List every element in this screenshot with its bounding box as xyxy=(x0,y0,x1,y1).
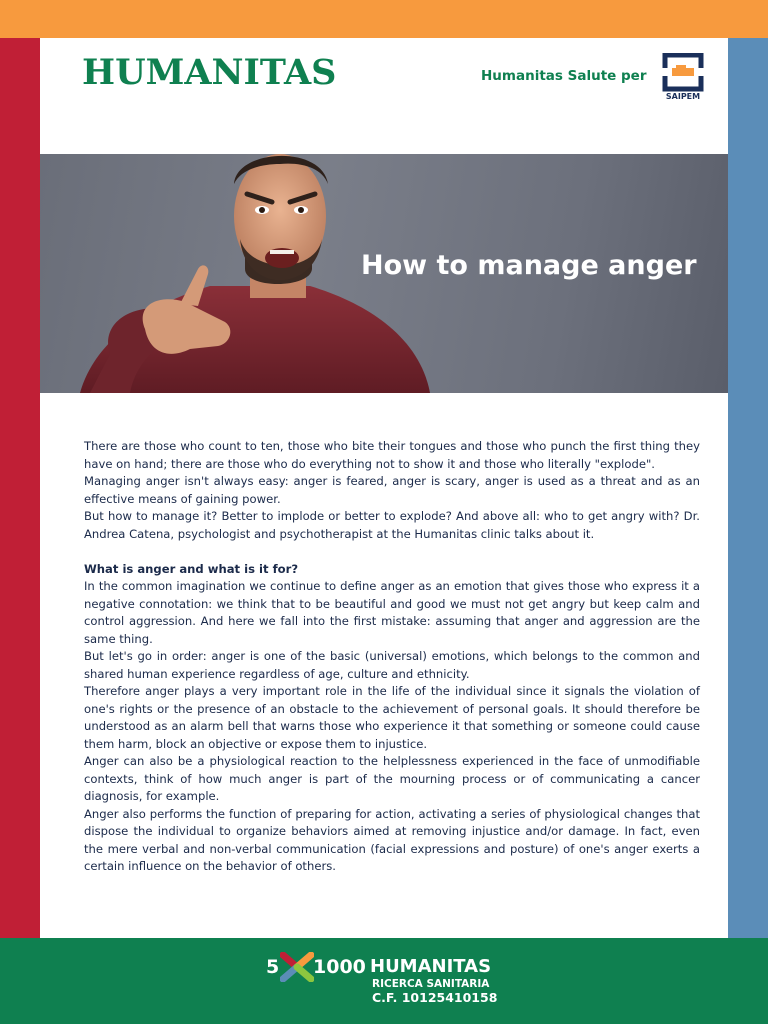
right-color-stripe xyxy=(728,38,768,938)
footer-number: 1000 xyxy=(313,956,366,978)
saipem-label: SAIPEM xyxy=(665,92,701,101)
paragraph-gap xyxy=(84,543,700,561)
footer-tax-code: C.F. 10125410158 xyxy=(372,990,498,1005)
footer-subtitle: RICERCA SANITARIA xyxy=(372,978,490,990)
multiply-x-icon xyxy=(280,952,314,982)
footer-digit-five: 5 xyxy=(266,956,280,978)
section-paragraph: Therefore anger plays a very important role in the life of the individual since it signals the violation of one's rights or the presence of an obstacle to the achievement of personal goals. It should therefore be understood as an alarm bell that warns those who experience it that something or someone could cause them harm, block an objective or expose them to injustice. xyxy=(84,684,700,751)
section-paragraph: Anger also performs the function of preparing for action, activating a series of physiological changes that dispose the individual to organize behaviors aimed at removing injustice and/or damage. In fact, even the mere verbal and non-verbal communication (facial expressions and posture) of one's anger exerts a certain influence on the behavior of others. xyxy=(84,806,700,873)
section-paragraph: But let's go in order: anger is one of the basic (universal) emotions, which belongs to the common and shared human experience regardless of age, culture and ethnicity. xyxy=(84,649,700,681)
section-heading: What is anger and what is it for? xyxy=(84,561,299,576)
section-paragraph: Anger can also be a physiological reaction to the helplessness experienced in the face of unmodifiable contexts, think of how much anger is part of the mourning process or of communicating a cancer diagnosis, for example. xyxy=(84,754,700,803)
partner-tagline: Humanitas Salute per xyxy=(481,68,647,84)
hero-banner xyxy=(40,154,728,393)
hero-title: How to manage anger xyxy=(361,250,697,281)
intro-paragraph: There are those who count to ten, those who bite their tongues and those who punch the first thing they have on hand; there are those who do everything not to show it and those who literally "explode". xyxy=(84,439,700,471)
section-paragraph: In the common imagination we continue to define anger as an emotion that gives those who express it a negative connotation: we think that to be beautiful and good we must not get angry but keep calm and control aggression. And here we fall into the first mistake: assuming that anger and aggression are the same thing. xyxy=(84,579,700,646)
footer-brand: HUMANITAS xyxy=(370,956,492,977)
intro-paragraph: Managing anger isn't always easy: anger is feared, anger is scary, anger is used as a threat and as an effective means of gaining power. xyxy=(84,474,700,506)
intro-paragraph: But how to manage it? Better to implode or better to explode? And above all: who to get angry with? Dr. Andrea Catena, psychologist and psychotherapist at the Humanitas clinic talks about it. xyxy=(84,509,700,541)
humanitas-logo: HUMANITAS xyxy=(82,52,337,93)
left-color-stripe xyxy=(0,38,40,938)
top-color-bar xyxy=(0,0,768,38)
footer-banner xyxy=(0,938,768,1024)
article-body xyxy=(84,438,700,876)
